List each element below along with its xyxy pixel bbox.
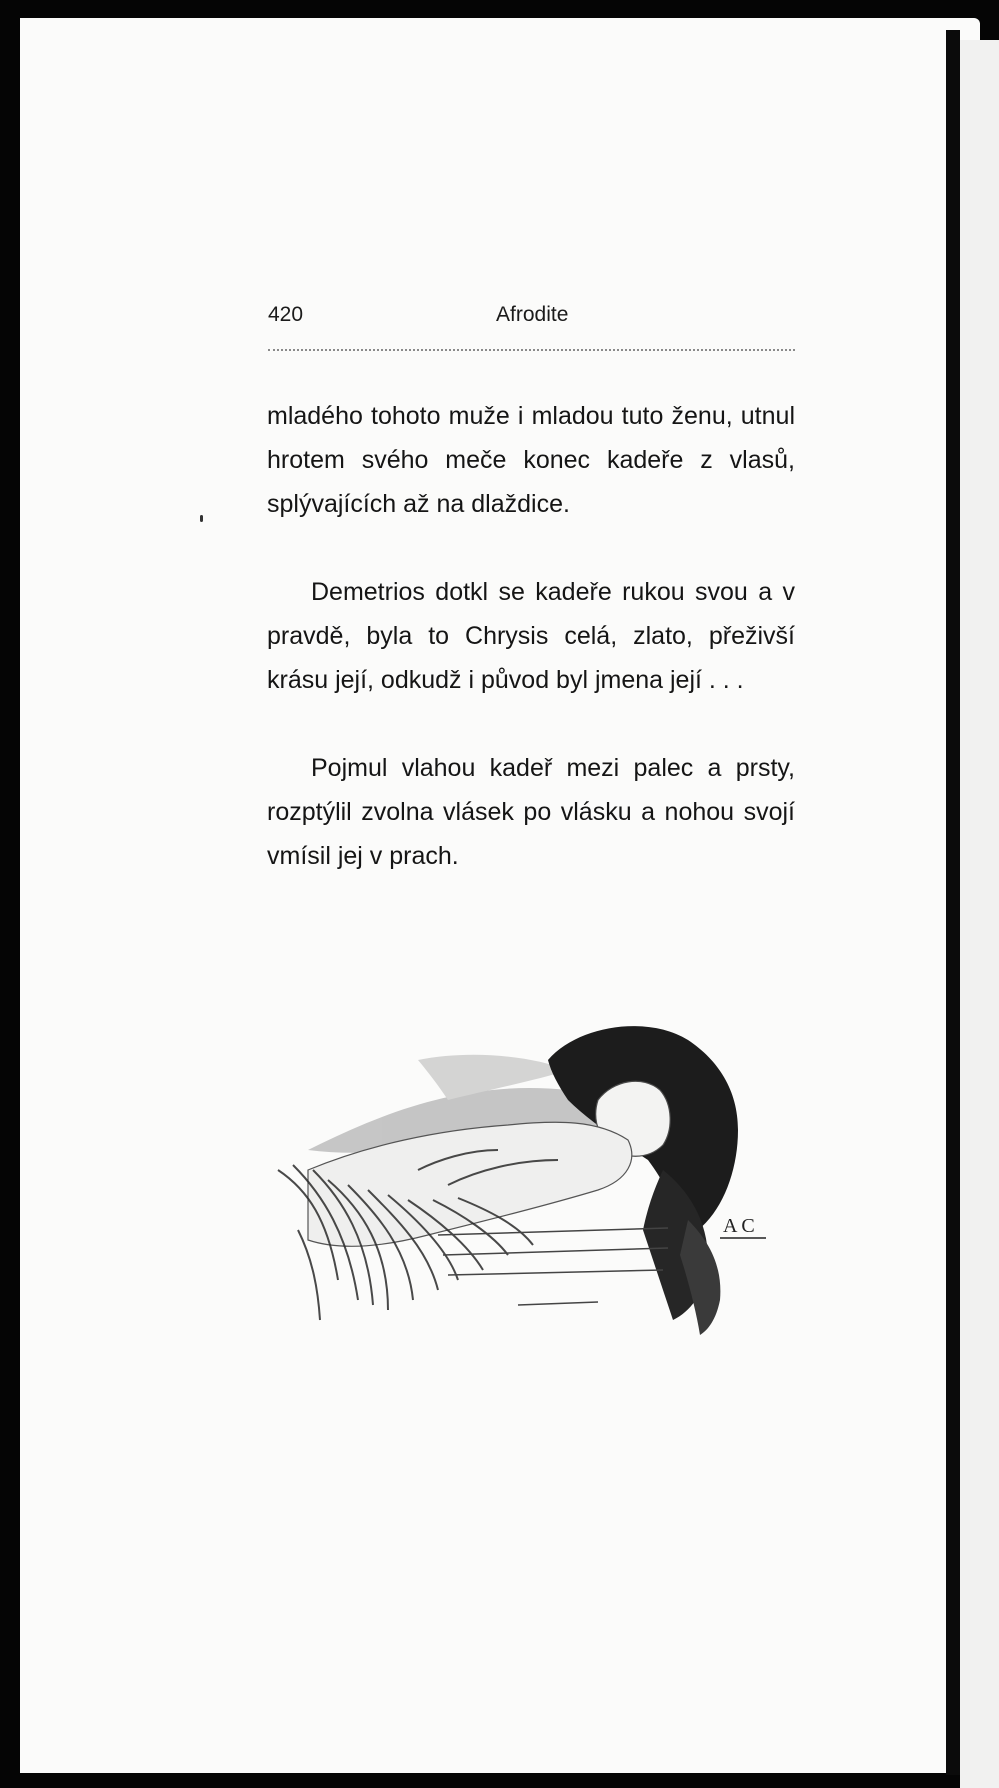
- adjacent-page-edge: [960, 40, 999, 1788]
- body-text: [267, 394, 795, 922]
- ink-speck: [200, 515, 203, 522]
- paragraph-1: mladého tohoto muže i mladou tuto ženu, utnul hrotem svého meče konec kadeře z vlasů, splývajících až na dlaždice.: [267, 402, 795, 518]
- page-edge-shadow: [946, 30, 960, 1775]
- running-title: Afrodite: [496, 303, 569, 326]
- paragraph-3: Pojmul vlahou kadeř mezi palec a prsty, rozptýlil zvolna vlásek po vlásku a nohou svojí vmísil jej v prach.: [267, 754, 795, 870]
- artist-signature: A C: [723, 1215, 755, 1237]
- couch-lines: [438, 1228, 668, 1305]
- page-number: 420: [268, 303, 304, 326]
- reclining-figure-illustration: [268, 1020, 774, 1340]
- running-header: [268, 303, 795, 333]
- paragraph-2: Demetrios dotkl se kadeře rukou svou a v pravdě, byla to Chrysis celá, zlato, přeživší krásu její, odkudž i původ byl jmena její . . .: [267, 578, 795, 694]
- header-rule: [268, 349, 795, 351]
